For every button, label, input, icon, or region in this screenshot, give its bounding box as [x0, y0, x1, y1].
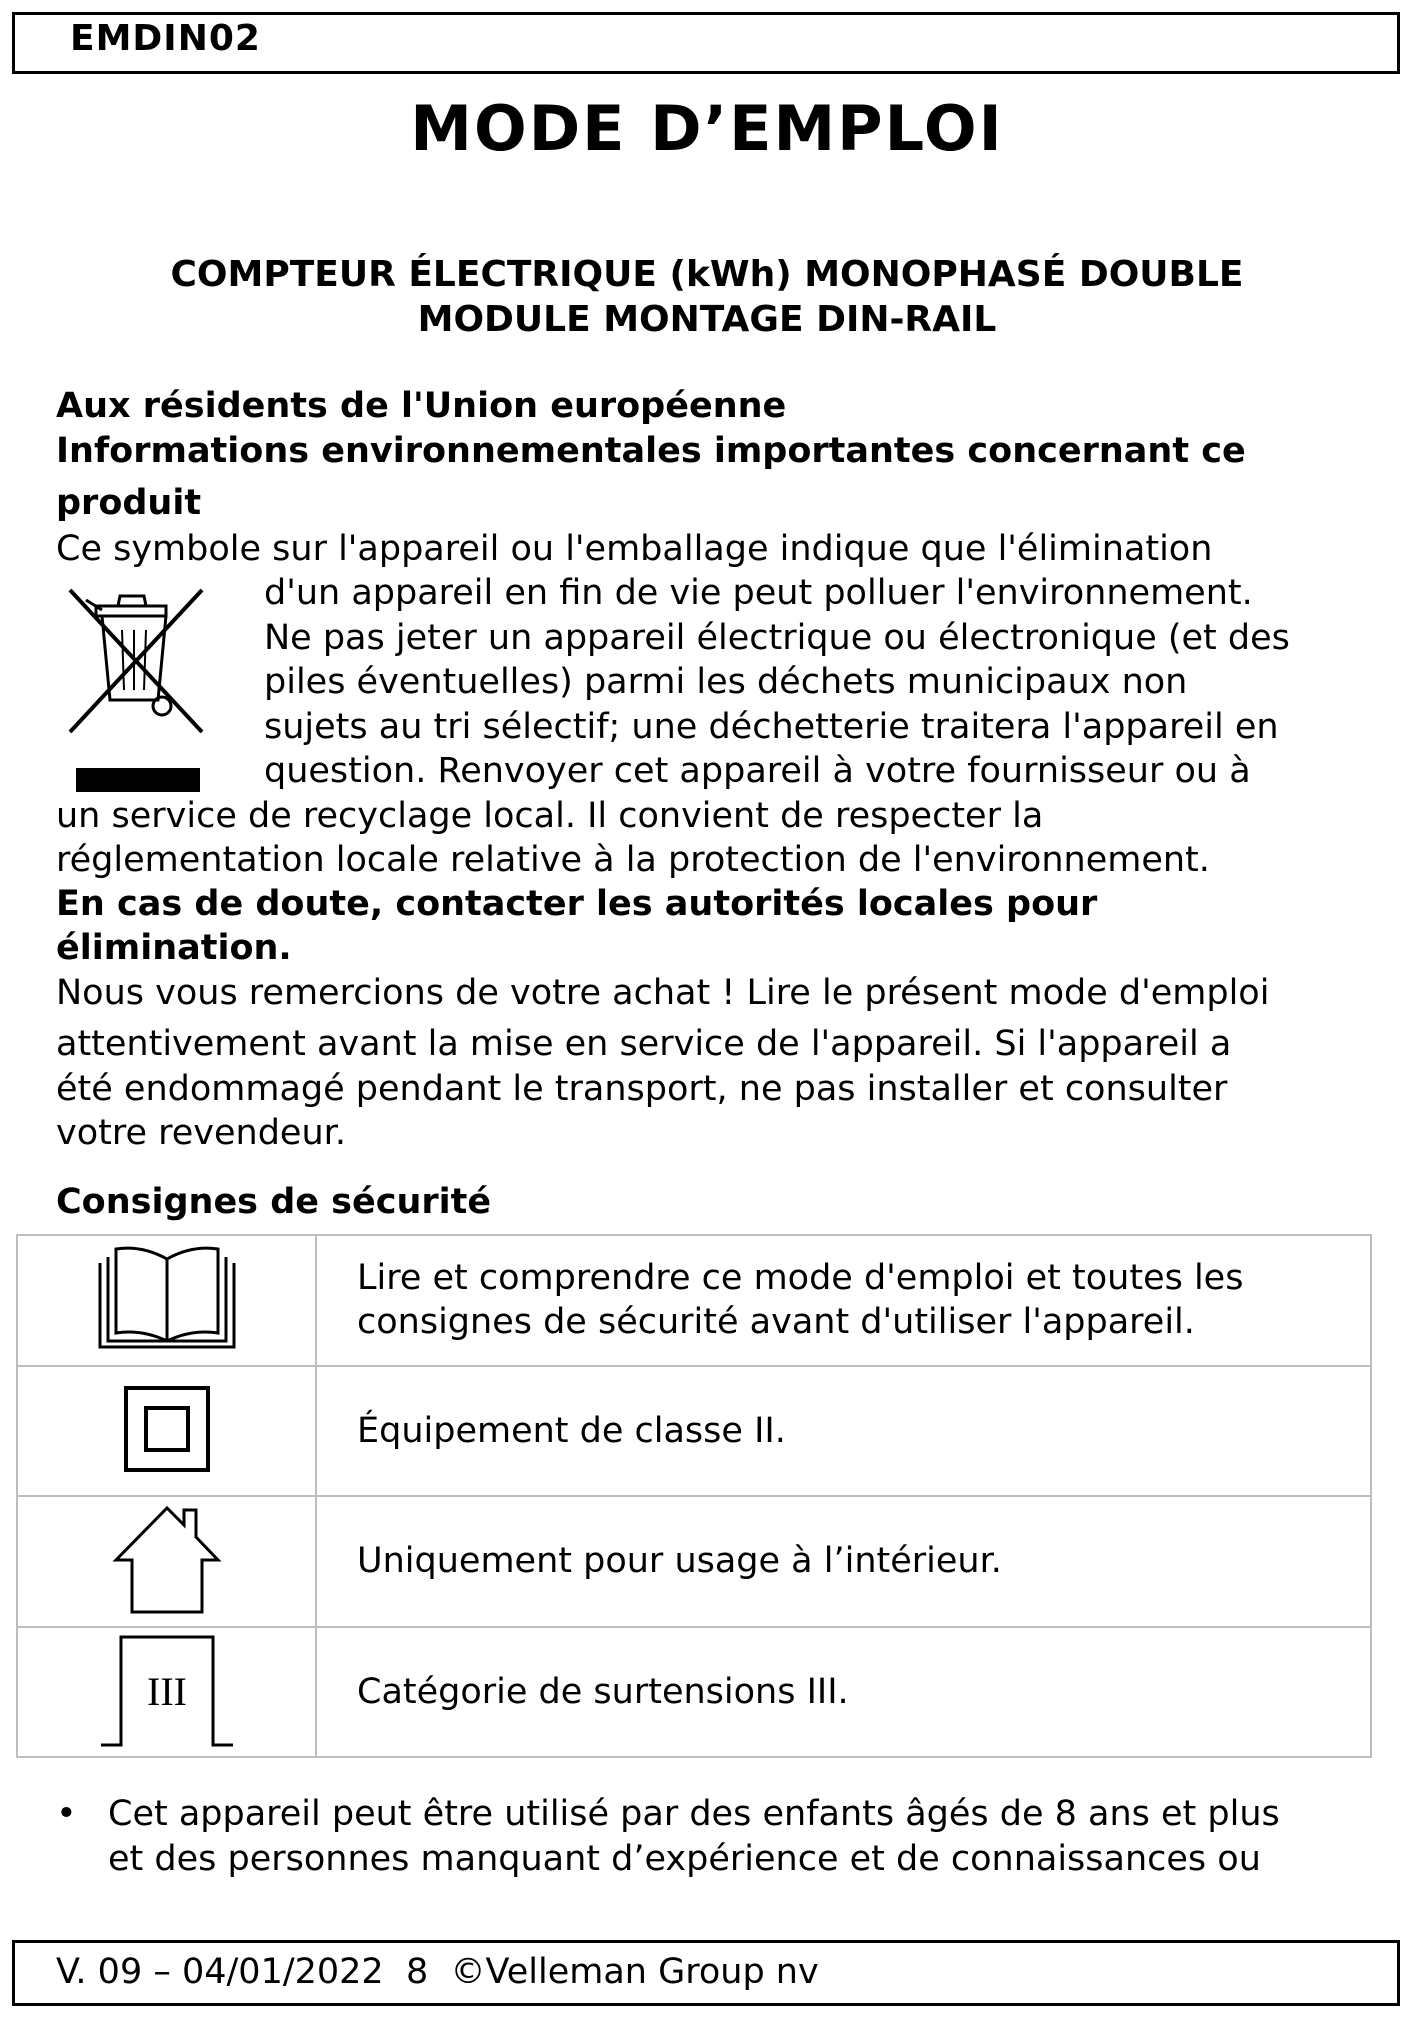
env-bold-notice-line-1: En cas de doute, contacter les autorités locales pour	[56, 884, 1098, 924]
env-paragraph-line: réglementation locale relative à la protection de l'environnement.	[56, 840, 1210, 880]
env-paragraph-line: question. Renvoyer cet appareil à votre fournisseur ou à	[264, 751, 1251, 791]
product-subtitle	[0, 252, 1414, 342]
bullet-dot: •	[56, 1794, 77, 1834]
table-row	[17, 1496, 1371, 1627]
indoor-house-icon	[112, 1502, 222, 1616]
footer-version: V. 09 – 04/01/2022	[56, 1952, 384, 1992]
env-info-heading-line-1: Informations environnementales importantes concernant ce	[56, 431, 1246, 471]
manual-instruction-line-1: Lire et comprendre ce mode d'emploi et toutes les	[357, 1258, 1244, 1299]
env-paragraph-line: un service de recyclage local. Il convient de respecter la	[56, 796, 1044, 836]
env-paragraph-line: d'un appareil en fin de vie peut polluer l'environnement.	[264, 573, 1253, 613]
env-bold-notice-line-2: élimination.	[56, 928, 292, 968]
class-ii-text: Équipement de classe II.	[357, 1410, 786, 1451]
env-paragraph-line: Ne pas jeter un appareil électrique ou électronique (et des	[264, 618, 1290, 658]
overvoltage-category-icon	[97, 1631, 237, 1749]
safety-heading: Consignes de sécurité	[56, 1182, 492, 1222]
table-row	[17, 1366, 1371, 1497]
table-row	[17, 1235, 1371, 1366]
page-title: MODE D’EMPLOI	[410, 92, 1004, 165]
subtitle-line-2: MODULE MONTAGE DIN-RAIL	[417, 299, 997, 340]
manual-book-icon	[92, 1243, 242, 1353]
table-cell-icon	[17, 1235, 316, 1366]
overvoltage-category-label: III	[146, 1668, 187, 1714]
env-paragraph-line: Ce symbole sur l'appareil ou l'emballage indique que l'élimination	[56, 529, 1213, 569]
overvoltage-text: Catégorie de surtensions III.	[357, 1671, 849, 1712]
table-cell-text	[316, 1235, 1371, 1366]
thanks-paragraph-line: été endommagé pendant le transport, ne pas installer et consulter	[56, 1069, 1228, 1109]
env-paragraph-line: piles éventuelles) parmi les déchets municipaux non	[264, 662, 1188, 702]
weee-crossed-bin-icon	[62, 582, 212, 802]
bullet-text-line-2: et des personnes manquant d’expérience et de connaissances ou	[108, 1839, 1261, 1879]
thanks-paragraph-line: attentivement avant la mise en service de l'appareil. Si l'appareil a	[56, 1024, 1232, 1064]
footer	[56, 1952, 819, 1992]
table-row	[17, 1627, 1371, 1758]
eu-residents-heading: Aux résidents de l'Union européenne	[56, 386, 787, 426]
footer-page-number: 8	[405, 1952, 429, 1992]
model-number: EMDIN02	[70, 18, 261, 59]
thanks-paragraph-line: Nous vous remercions de votre achat ! Lire le présent mode d'emploi	[56, 973, 1270, 1013]
safety-symbols-table	[16, 1234, 1372, 1758]
table-cell-text	[316, 1496, 1371, 1627]
manual-instruction-line-2: consignes de sécurité avant d'utiliser l'appareil.	[357, 1302, 1195, 1343]
bullet-text	[108, 1792, 1280, 1882]
indoor-use-text: Uniquement pour usage à l’intérieur.	[357, 1541, 1002, 1582]
class-ii-icon	[122, 1384, 212, 1474]
bullet-text-line-1: Cet appareil peut être utilisé par des enfants âgés de 8 ans et plus	[108, 1794, 1280, 1834]
env-paragraph-line: sujets au tri sélectif; une déchetterie traitera l'appareil en	[264, 707, 1279, 747]
table-cell-text	[316, 1366, 1371, 1497]
env-info-heading-line-2: produit	[56, 483, 202, 523]
table-cell-text	[316, 1627, 1371, 1758]
table-cell-icon	[17, 1496, 316, 1627]
subtitle-line-1: COMPTEUR ÉLECTRIQUE (kWh) MONOPHASÉ DOUBLE	[170, 254, 1244, 295]
table-cell-icon	[17, 1366, 316, 1497]
table-cell-icon	[17, 1627, 316, 1758]
footer-copyright: ©Velleman Group nv	[450, 1952, 819, 1992]
thanks-paragraph-line: votre revendeur.	[56, 1113, 346, 1153]
